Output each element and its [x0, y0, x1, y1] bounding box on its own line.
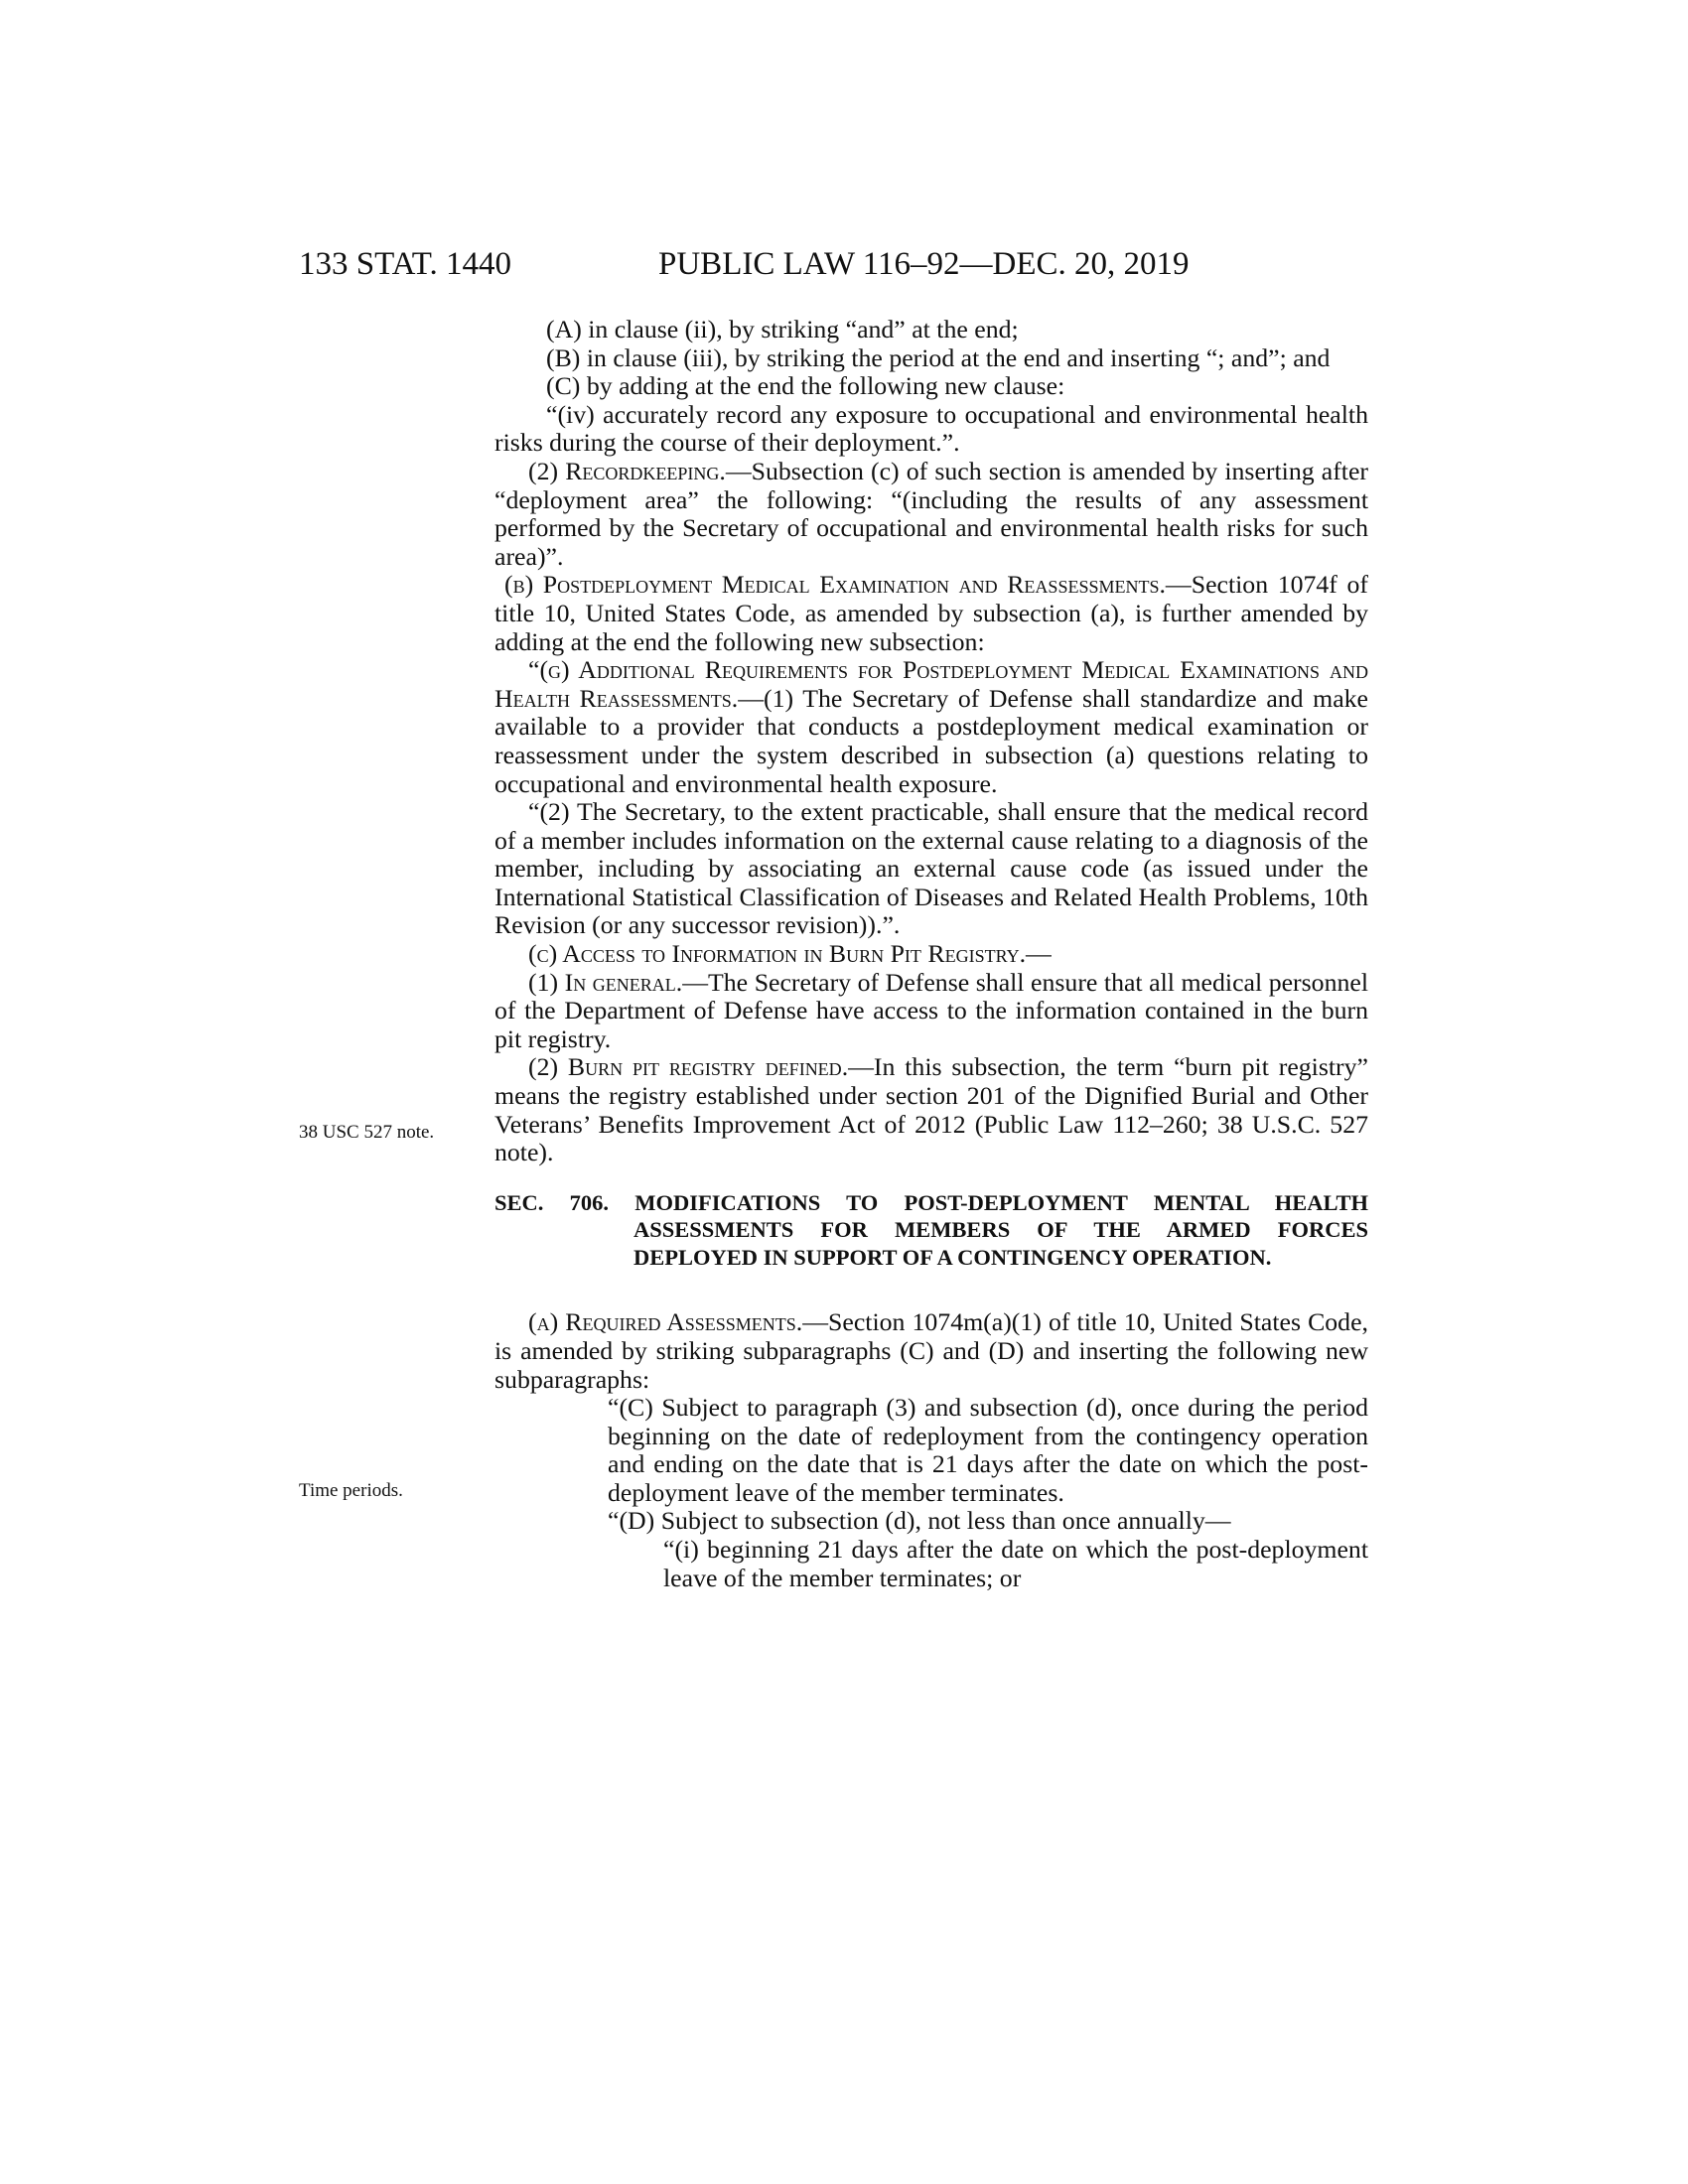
paragraph-text: .—Subsection (c) of such section is amended by inserting after “deployment area” the following: “(including the results of any assessment performed by the Secretary of occupational and environmental health risks for such area)”. [494, 456, 1369, 571]
paragraph: “(C) Subject to paragraph (3) and subsection (d), once during the period beginning on the date of redeployment from the contingency operation and ending on the date that is 21 days after the date on which the post-deployment leave of the member terminates. [608, 1393, 1368, 1507]
paragraph-heading: (2) Recordkeeping [528, 456, 720, 485]
paragraph: “(i) beginning 21 days after the date on which the post-deployment leave of the member terminates; or [663, 1535, 1368, 1592]
paragraph: (B) in clause (iii), by striking the period at the end and inserting “; and”; and [546, 342, 1331, 372]
paragraph: (C) by adding at the end the following new clause: [546, 371, 1065, 401]
paragraph-heading: “(g) Additional Requirements for Postdeployment Medical Examinations and Health Reassessments [494, 655, 1368, 713]
paragraph: “(D) Subject to subsection (d), not less than once annually— [608, 1506, 1231, 1536]
paragraph-heading: (b) Postdeployment Medical Examination and Reassessments [504, 570, 1160, 600]
margin-note-usc: 38 USC 527 note. [299, 1122, 435, 1143]
paragraph [494, 571, 1368, 656]
paragraph-text: .— [1019, 939, 1052, 969]
margin-note-time-periods: Time periods. [299, 1480, 403, 1501]
paragraph [494, 940, 1368, 969]
paragraph [494, 458, 1368, 571]
paragraph [494, 1053, 1368, 1166]
paragraph-heading: (a) Required Assessments [528, 1307, 796, 1337]
paragraph-text: .—(1) The Secretary of Defense shall standardize and make available to a provider that conducts a postdeployment medical examination or reassessment under the system described in subsection (a) questions relating to occupational and environmental health exposure. [494, 683, 1368, 798]
paragraph: “(2) The Secretary, to the extent practicable, shall ensure that the medical record of a member includes information on the external cause relating to a diagnosis of the member, including by associating an external cause code (as issued under the International Statistical Classification of Diseases and Related Health Problems, 10th Revision (or any successor revision)).”. [494, 797, 1368, 940]
paragraph-heading: (1) In general [528, 967, 676, 997]
paragraph: (A) in clause (ii), by striking “and” at the end; [546, 315, 1019, 343]
paragraph [494, 969, 1368, 1054]
paragraph [494, 1308, 1368, 1394]
law-date-header: PUBLIC LAW 116–92—DEC. 20, 2019 [658, 246, 1190, 282]
paragraph-text: .—Section 1074m(a)(1) of title 10, United States Code, is amended by striking subparagraphs (C) and (D) and inserting the following new subparagraphs: [494, 1307, 1368, 1394]
statute-citation: 133 STAT. 1440 [299, 246, 512, 282]
body-text [494, 316, 1368, 1592]
paragraph: “(iv) accurately record any exposure to occupational and environmental health risks during the course of their deployment.”. [494, 399, 1368, 458]
section-heading: SEC. 706. MODIFICATIONS TO POST-DEPLOYMENT MENTAL HEALTH ASSESSMENTS FOR MEMBERS OF THE ARMED FORCES DEPLOYED IN SUPPORT OF A CONTINGENCY OPERATION. [494, 1189, 1368, 1270]
paragraph-heading: (2) Burn pit registry defined [528, 1052, 842, 1082]
paragraph-heading: (c) Access to Information in Burn Pit Registry [528, 939, 1020, 969]
paragraph-text: .—In this subsection, the term “burn pit registry” means the registry established under section 201 of the Dignified Burial and Other Veterans’ Benefits Improvement Act of 2012 (Public Law 112–260; 38 U.S.C. 527 note). [494, 1052, 1368, 1167]
paragraph-text: .—Section 1074f of title 10, United States Code, as amended by subsection (a), is further amended by adding at the end the following new subsection: [494, 570, 1368, 656]
paragraph [494, 656, 1368, 798]
running-header [0, 244, 1688, 284]
paragraph-text: .—The Secretary of Defense shall ensure that all medical personnel of the Department of Defense have access to the information contained in the burn pit registry. [494, 967, 1368, 1053]
